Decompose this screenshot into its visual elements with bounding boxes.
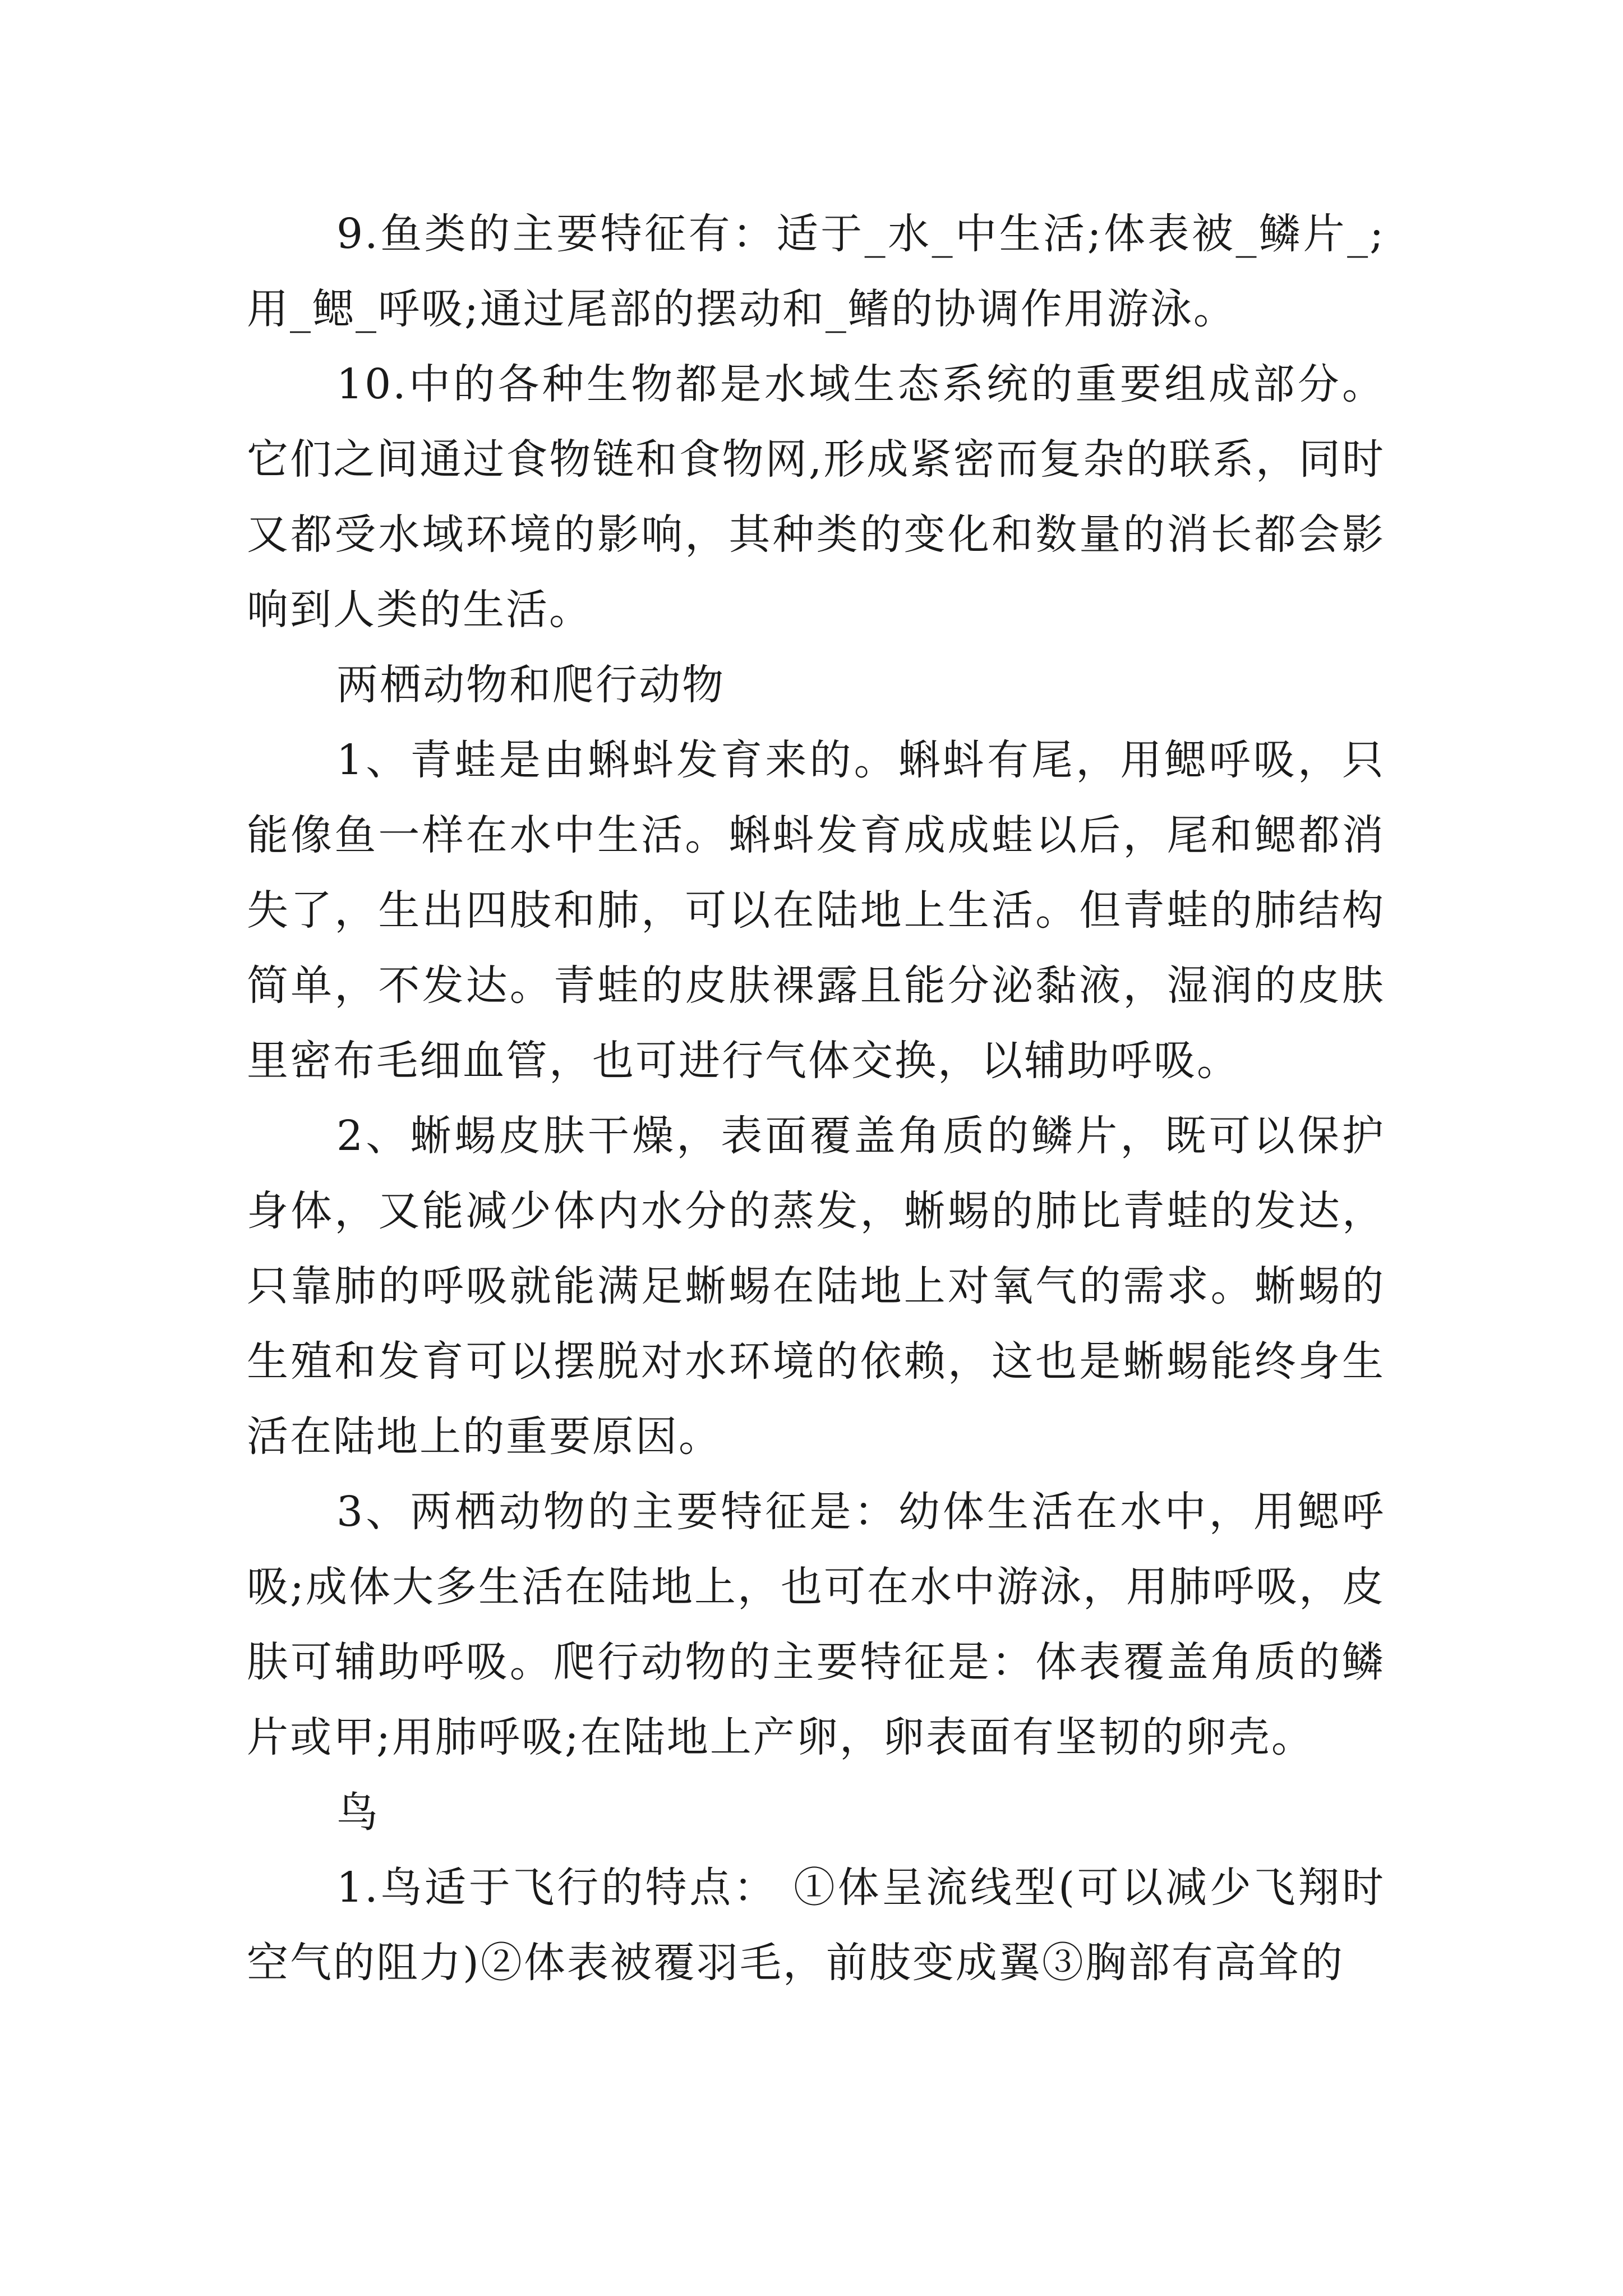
section-heading-amphibians-reptiles: 两栖动物和爬行动物 [336, 661, 725, 709]
section-heading-birds: 鸟 [336, 1788, 380, 1837]
paragraph-lizard-skin: 2、蜥蜴皮肤干燥，表面覆盖角质的鳞片，既可以保护身体，又能减少体内水分的蒸发，蜥蜴的肺比青蛙的发达，只靠肺的呼吸就能满足蜥蜴在陆地上对氧气的需求。蜥蜴的生殖和发育可以摆脱对水环境的依赖，这也是蜥蜴能终身生活在陆地上的重要原因。 [247, 1112, 1385, 1461]
paragraph-bird-flight-features: 1.鸟适于飞行的特点： ①体呈流线型(可以减少飞翔时空气的阻力)②体表被覆羽毛，前肢变成翼③胸部有高耸的 [247, 1864, 1385, 1987]
paragraph-frog-development: 1、青蛙是由蝌蚪发育来的。蝌蚪有尾，用鳃呼吸，只能像鱼一样在水中生活。蝌蚪发育成成蛙以后，尾和鳃都消失了，生出四肢和肺，可以在陆地上生活。但青蛙的肺结构简单，不发达。青蛙的皮肤裸露且能分泌黏液，湿润的皮肤里密布毛细血管，也可进行气体交换，以辅助呼吸。 [247, 736, 1385, 1085]
document-body [247, 196, 1385, 2000]
paragraph-fish-features: 9.鱼类的主要特征有：适于_水_中生活;体表被_鳞片_;用_鳃_呼吸;通过尾部的摆动和_鳍的协调作用游泳。 [247, 210, 1385, 333]
paragraph-aquatic-ecosystem: 10.中的各种生物都是水域生态系统的重要组成部分。它们之间通过食物链和食物网,形成紧密而复杂的联系，同时又都受水域环境的影响，其种类的变化和数量的消长都会影响到人类的生活。 [247, 360, 1385, 634]
paragraph-amphibian-reptile-features: 3、两栖动物的主要特征是：幼体生活在水中，用鳃呼吸;成体大多生活在陆地上，也可在水中游泳，用肺呼吸，皮肤可辅助呼吸。爬行动物的主要特征是：体表覆盖角质的鳞片或甲;用肺呼吸;在陆地上产卵，卵表面有坚韧的卵壳。 [247, 1488, 1385, 1761]
